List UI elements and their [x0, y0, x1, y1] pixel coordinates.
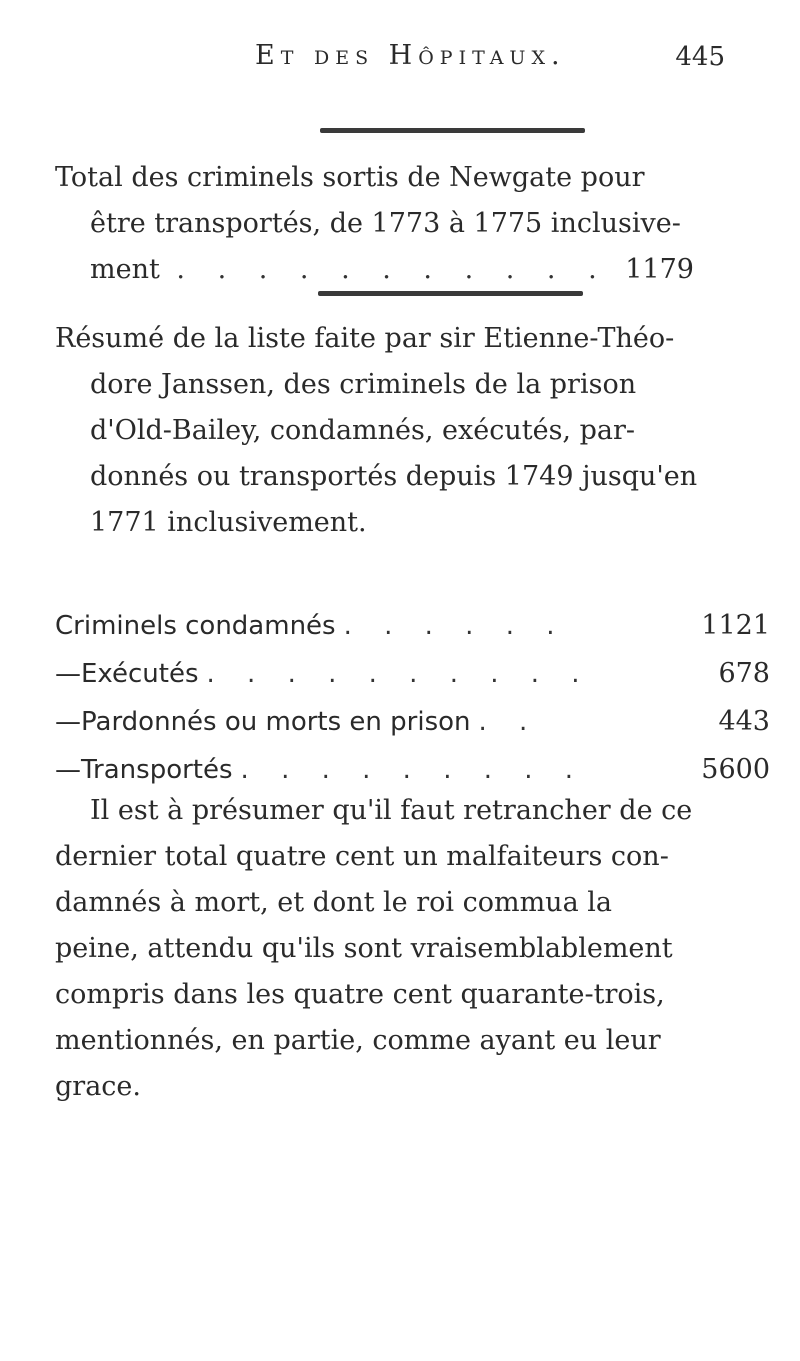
resume-line: d'Old-Bailey, condamnés, exécutés, par- — [90, 415, 635, 446]
total-paragraph — [55, 155, 775, 293]
conclusion-line: dernier total quatre cent un malfaiteurs con- — [55, 841, 669, 872]
total-line-3-text: ment — [90, 254, 160, 285]
conclusion-line: mentionnés, en partie, comme ayant eu leur — [55, 1025, 661, 1056]
stat-row — [55, 602, 770, 650]
resume-line: Résumé de la liste faite par sir Etienne-Théo- — [55, 323, 675, 354]
total-number: 1179 — [625, 254, 694, 285]
stat-label: Criminels condamnés — [55, 611, 336, 641]
resume-paragraph — [55, 316, 775, 546]
stat-row — [55, 650, 770, 698]
conclusion-line: grace. — [55, 1071, 141, 1102]
conclusion-paragraph — [55, 788, 775, 1110]
dot-leader: . . . . . . . . . . . — [176, 254, 609, 285]
running-head: Et des Hôpitaux. — [255, 40, 566, 71]
dot-leader: . . . . . . . . . . — [206, 659, 592, 689]
section-divider — [318, 291, 583, 296]
page-header — [255, 40, 725, 80]
page-number: 445 — [675, 42, 725, 72]
stat-value: 5600 — [701, 754, 770, 785]
total-line-3 — [55, 247, 775, 293]
conclusion-line: damnés à mort, et dont le roi commua la — [55, 887, 612, 918]
stat-label: —Pardonnés ou morts en prison — [55, 707, 471, 737]
total-line-1: Total des criminels sortis de Newgate pour — [55, 162, 645, 193]
conclusion-line: compris dans les quatre cent quarante-trois, — [55, 979, 665, 1010]
conclusion-line: Il est à présumer qu'il faut retrancher de ce — [90, 795, 693, 826]
stat-label: —Exécutés — [55, 659, 199, 689]
stat-row — [55, 746, 770, 794]
stat-label: —Transportés — [55, 755, 233, 785]
section-divider — [320, 128, 585, 133]
stat-row — [55, 698, 770, 746]
total-line-2: être transportés, de 1773 à 1775 inclusive- — [90, 208, 681, 239]
resume-line: 1771 inclusivement. — [90, 507, 367, 538]
resume-line: donnés ou transportés depuis 1749 jusqu'en — [90, 461, 698, 492]
stat-value: 678 — [718, 658, 770, 689]
conclusion-line: peine, attendu qu'ils sont vraisemblablement — [55, 933, 673, 964]
dot-leader: . . . . . . . . . — [240, 755, 586, 785]
stat-value: 1121 — [701, 610, 770, 641]
statistics-list — [55, 602, 770, 794]
resume-line: dore Janssen, des criminels de la prison — [90, 369, 637, 400]
dot-leader: . . — [478, 707, 540, 737]
stat-value: 443 — [718, 706, 770, 737]
dot-leader: . . . . . . — [343, 611, 567, 641]
